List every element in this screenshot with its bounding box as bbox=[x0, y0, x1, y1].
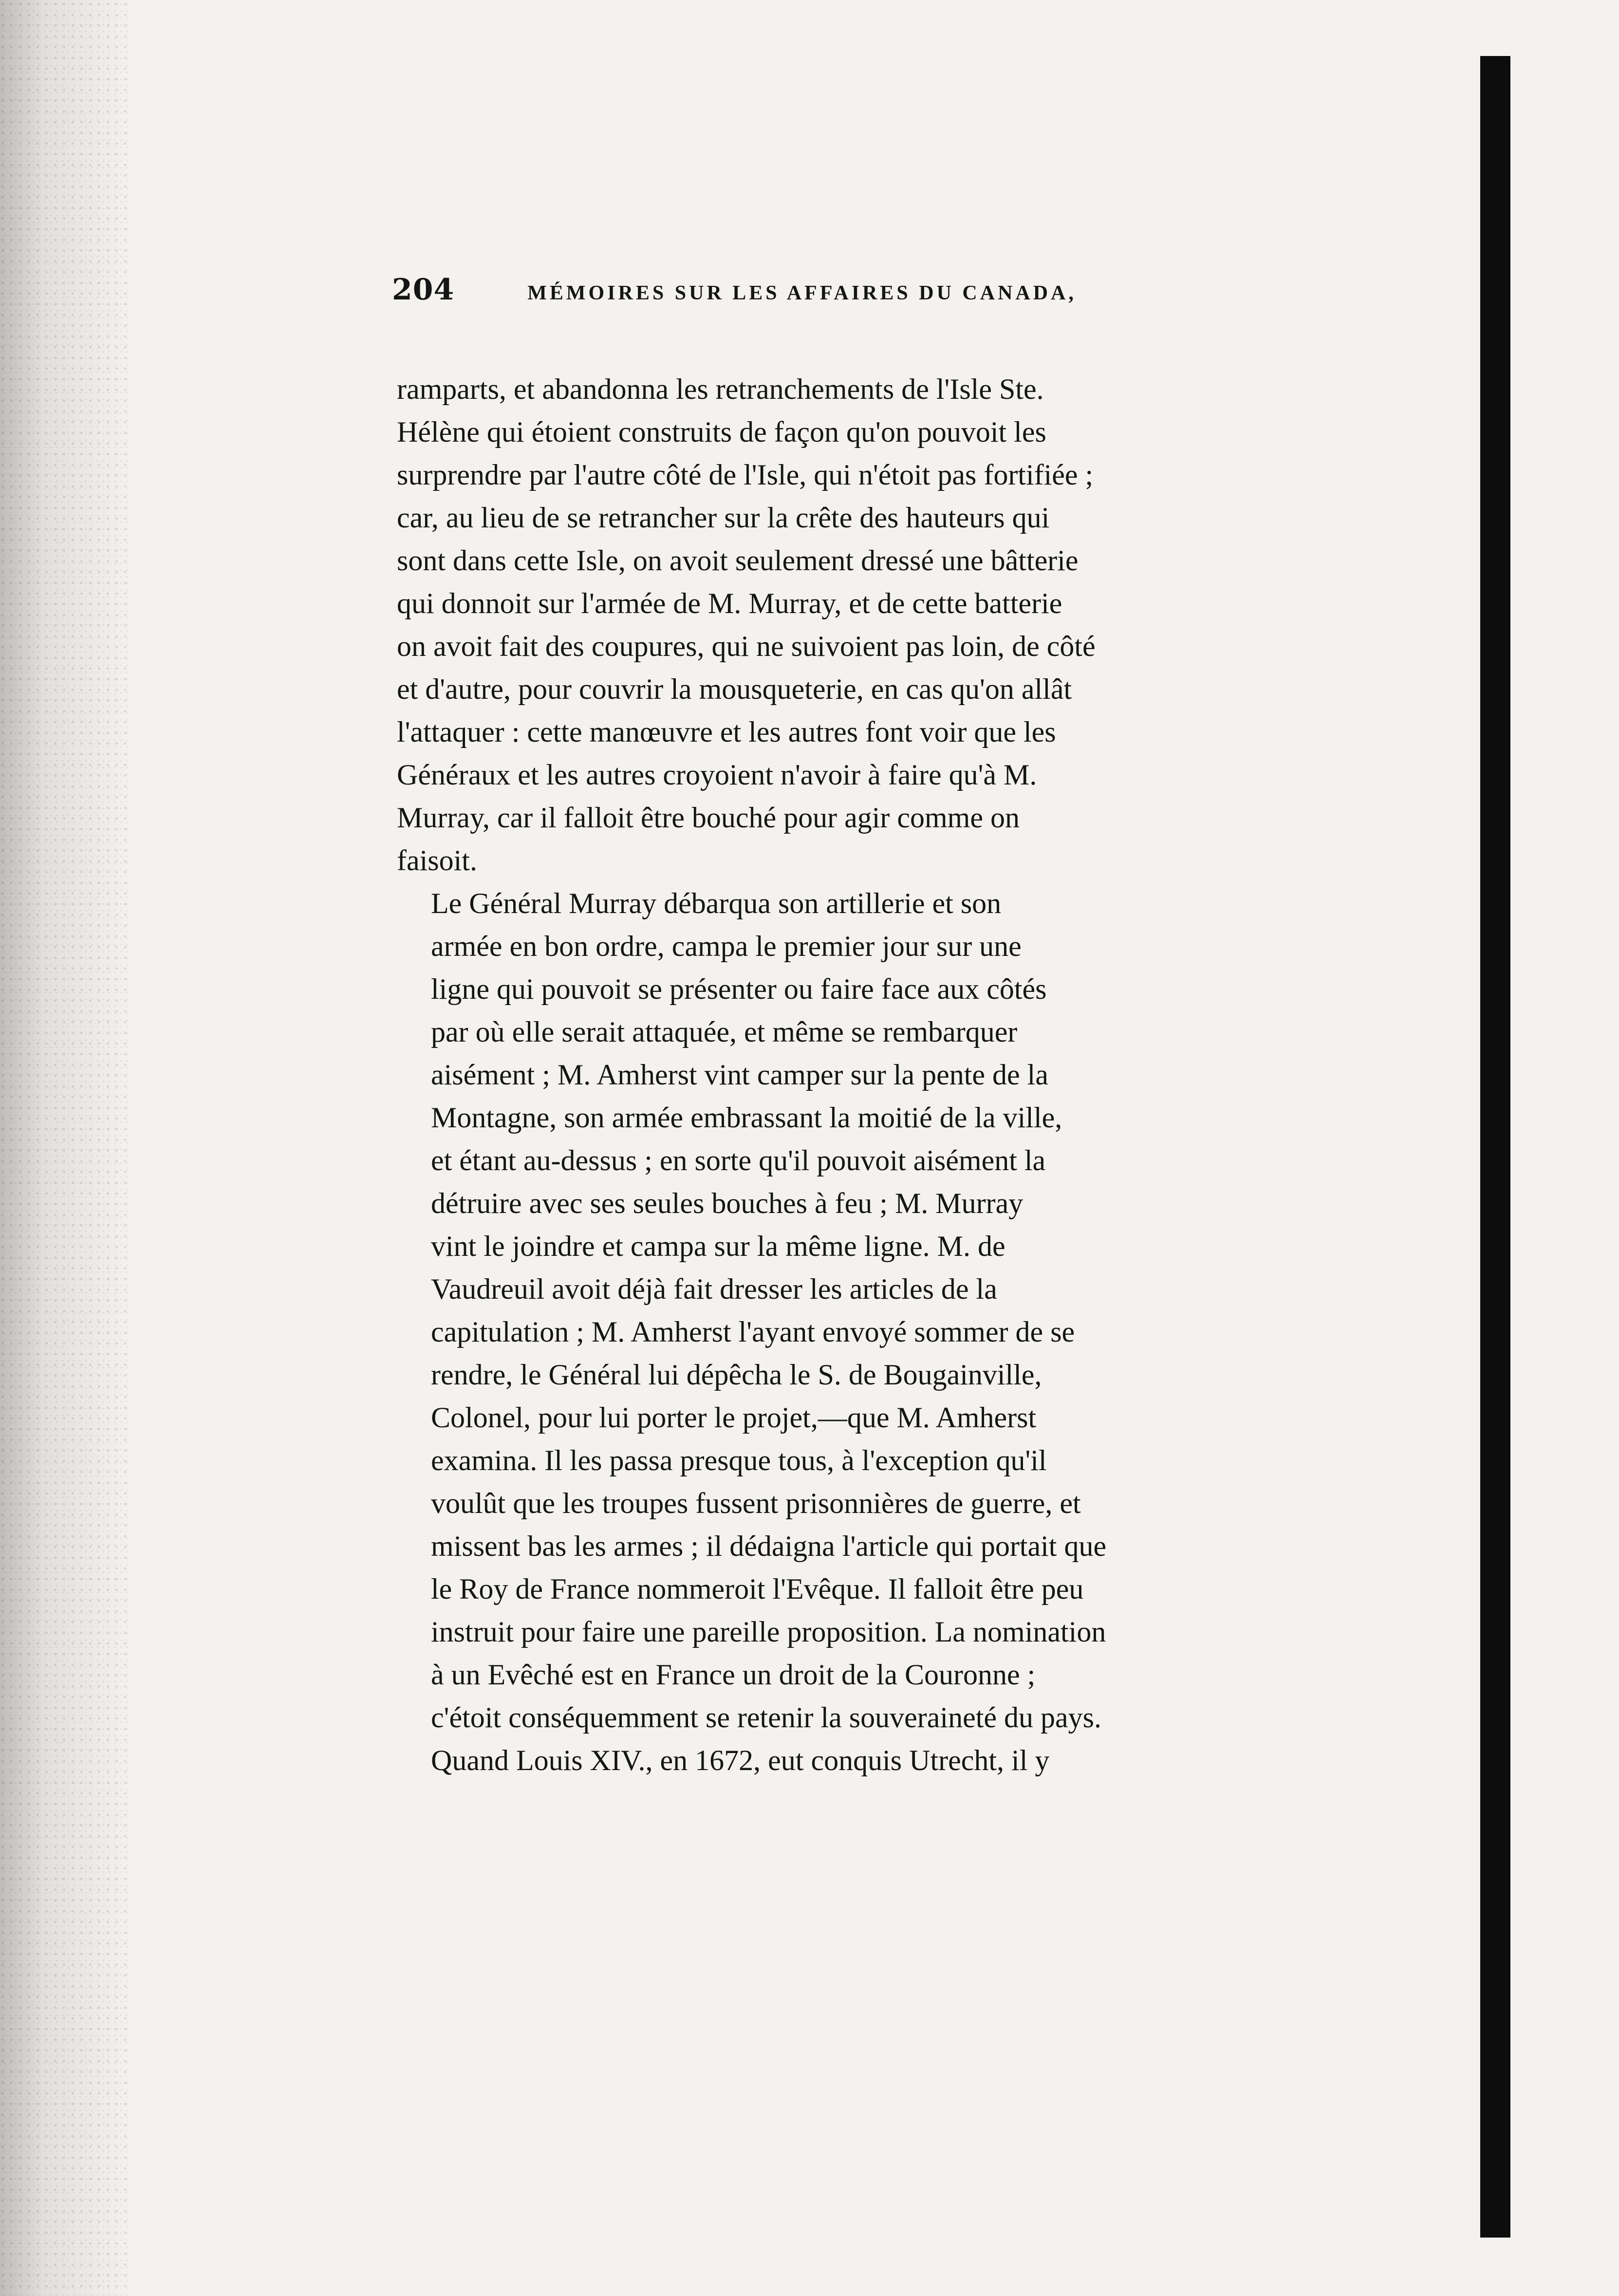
book-spine-border bbox=[1480, 56, 1510, 2238]
text-line: on avoit fait des coupures, qui ne suivoient pas loin, de côté bbox=[397, 630, 1096, 662]
text-line: surprendre par l'autre côté de l'Isle, qui n'étoit pas fortifiée ; bbox=[397, 459, 1094, 491]
text-line: c'étoit conséquemment se retenir la souveraineté du pays. bbox=[431, 1701, 1101, 1734]
text-line: armée en bon ordre, campa le premier jour sur une bbox=[431, 930, 1022, 962]
text-line: missent bas les armes ; il dédaigna l'article qui portait que bbox=[431, 1530, 1107, 1562]
text-line: aisément ; M. Amherst vint camper sur la pente de la bbox=[431, 1059, 1048, 1091]
text-line: Montagne, son armée embrassant la moitié de la ville, bbox=[431, 1101, 1062, 1134]
text-line: Colonel, pour lui porter le projet,—que M. Amherst bbox=[431, 1401, 1037, 1434]
text-line: vint le joindre et campa sur la même ligne. M. de bbox=[431, 1230, 1005, 1262]
text-line: qui donnoit sur l'armée de M. Murray, et de cette batterie bbox=[397, 587, 1062, 619]
page-number: 204 bbox=[392, 273, 455, 307]
text-line: Hélène qui étoient construits de façon qu'on pouvoit les bbox=[397, 416, 1046, 448]
running-title: MÉMOIRES SUR LES AFFAIRES DU CANADA, bbox=[527, 282, 1077, 304]
text-line: l'attaquer : cette manœuvre et les autres font voir que les bbox=[397, 716, 1056, 748]
text-line: instruit pour faire une pareille proposition. La nomination bbox=[431, 1616, 1106, 1648]
text-line: ligne qui pouvoit se présenter ou faire face aux côtés bbox=[431, 973, 1047, 1005]
text-line: et d'autre, pour couvrir la mousqueterie, en cas qu'on allât bbox=[397, 673, 1072, 705]
text-line: voulût que les troupes fussent prisonnières de guerre, et bbox=[431, 1487, 1081, 1519]
text-line: Quand Louis XIV., en 1672, eut conquis Utrecht, il y bbox=[431, 1744, 1050, 1776]
text-line: capitulation ; M. Amherst l'ayant envoyé sommer de se bbox=[431, 1316, 1075, 1348]
text-line: détruire avec ses seules bouches à feu ; M. Murray bbox=[431, 1187, 1024, 1219]
text-line: rendre, le Général lui dépêcha le S. de Bougainville, bbox=[431, 1359, 1042, 1391]
text-line: Murray, car il falloit être bouché pour agir comme on bbox=[397, 802, 1020, 834]
text-line: le Roy de France nommeroit l'Evêque. Il falloit être peu bbox=[431, 1573, 1084, 1605]
text-line: par où elle serait attaquée, et même se rembarquer bbox=[431, 1016, 1018, 1048]
paragraph-2 bbox=[397, 882, 1351, 1782]
text-line: faisoit. bbox=[397, 844, 477, 877]
text-line: Le Général Murray débarqua son artillerie et son bbox=[431, 887, 1002, 919]
text-line: Généraux et les autres croyoient n'avoir à faire qu'à M. bbox=[397, 759, 1037, 791]
body-text bbox=[397, 368, 1351, 1843]
text-line: examina. Il les passa presque tous, à l'exception qu'il bbox=[431, 1444, 1047, 1476]
scan-left-edge bbox=[0, 0, 131, 2296]
paragraph-1 bbox=[397, 368, 1351, 882]
text-line: à un Evêché est en France un droit de la Couronne ; bbox=[431, 1659, 1036, 1691]
text-line: et étant au-dessus ; en sorte qu'il pouvoit aisément la bbox=[431, 1144, 1046, 1176]
page-header bbox=[392, 273, 1366, 351]
text-line: Vaudreuil avoit déjà fait dresser les articles de la bbox=[431, 1273, 997, 1305]
text-line: sont dans cette Isle, on avoit seulement dressé une bâtterie bbox=[397, 544, 1079, 577]
text-line: car, au lieu de se retrancher sur la crête des hauteurs qui bbox=[397, 502, 1050, 534]
text-line: ramparts, et abandonna les retranchements de l'Isle Ste. bbox=[397, 373, 1044, 405]
